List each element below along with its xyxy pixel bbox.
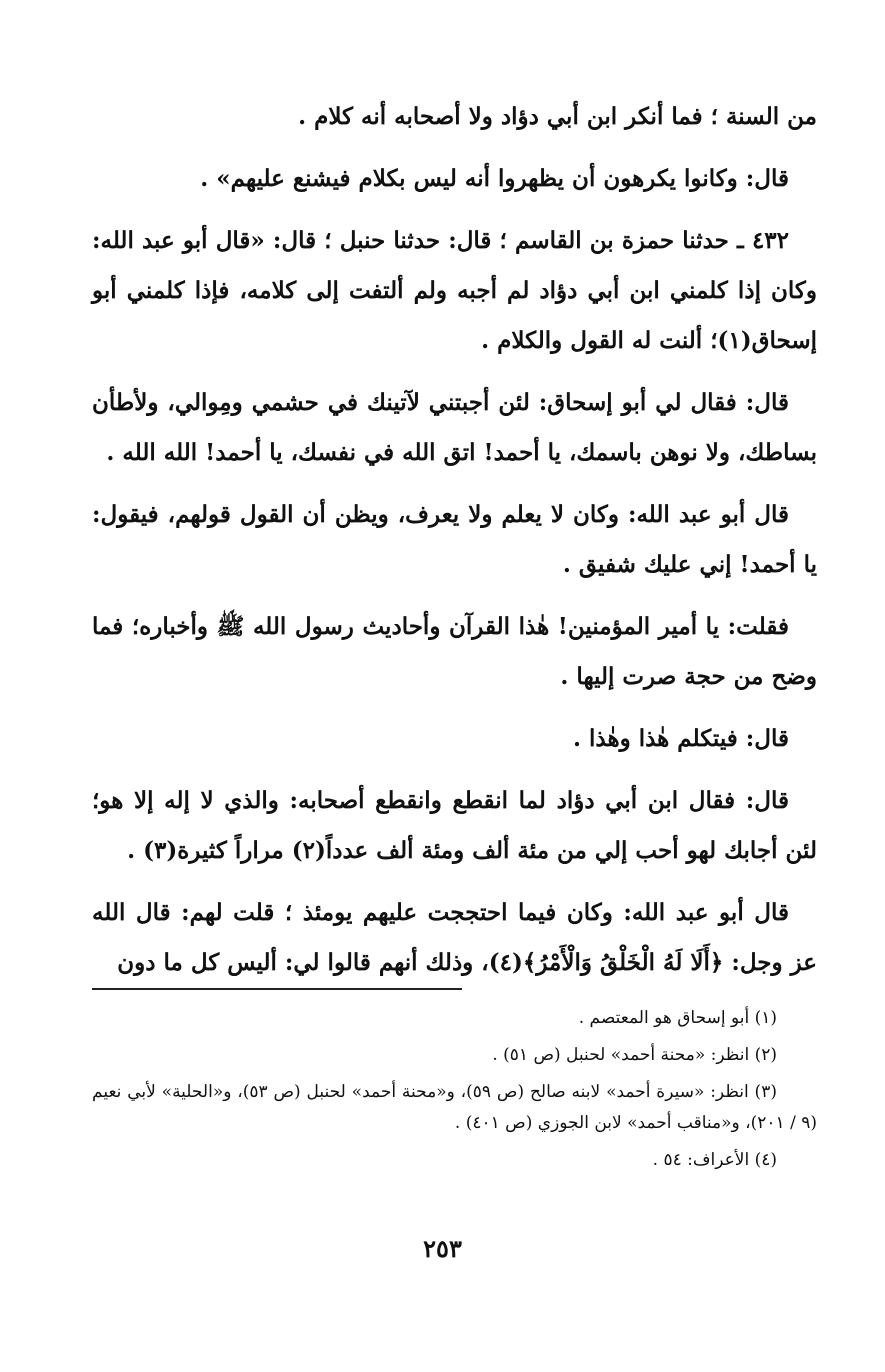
- page-number: ٢٥٣: [423, 1234, 462, 1263]
- paragraph-5: قال أبو عبد الله: وكان لا يعلم ولا يعرف، ويظن أن القول قولهم، فيقول: يا أحمد! إني عليك شفيق .: [92, 501, 817, 578]
- paragraph-8: قال: فقال ابن أبي دؤاد لما انقطع وانقطع أصحابه: والذي لا إله إلا هو؛ لئن أجابك لهو أحب إلي من مئة ألف ومئة ألف عدداً(٢) مراراً كثيرة(٣) .: [92, 787, 817, 864]
- paragraph-1: من السنة ؛ فما أنكر ابن أبي دؤاد ولا أصحابه أنه كلام .: [298, 103, 817, 130]
- footnote-3: (٣) انظر: «سيرة أحمد» لابنه صالح (ص ٥٩)، و«محنة أحمد» لحنبل (ص ٥٣)، و«الحلية» لأبي نعيم (٩ / ٢٠١)، و«مناقب أحمد» لابن الجوزي (ص ٤٠١) .: [92, 1082, 817, 1133]
- paragraph-6: فقلت: يا أمير المؤمنين! هٰذا القرآن وأحاديث رسول الله ﷺ وأخباره؛ فما وضح من حجة صرت إليها .: [92, 613, 817, 690]
- footnote-1: (١) أبو إسحاق هو المعتصم .: [578, 1008, 777, 1028]
- paragraph-9: قال أبو عبد الله: وكان فيما احتججت عليهم يومئذ ؛ قلت لهم: قال الله عز وجل: ﴿أَلَا لَهُ الْخَلْقُ وَالْأَمْرُ﴾(٤)، وذلك أنهم قالوا لي: أليس كل ما دون: [92, 899, 817, 976]
- footnotes: [92, 1003, 817, 1182]
- footnote-divider: [92, 988, 462, 990]
- main-text: [92, 92, 817, 1000]
- paragraph-4: قال: فقال لي أبو إسحاق: لئن أجبتني لآتينك في حشمي ومِوالي، ولأطأن بساطك، ولا نوهن باسمك، يا أحمد! اتق الله في نفسك، يا أحمد! الله الله .: [92, 389, 817, 466]
- paragraph-3-hadith-432: ٤٣٢ ـ حدثنا حمزة بن القاسم ؛ قال: حدثنا حنبل ؛ قال: «قال أبو عبد الله: وكان إذا كلمني ابن أبي دؤاد لم أجبه ولم ألتفت إلى كلامه، فإذا كلمني أبو إسحاق(١)؛ ألنت له القول والكلام .: [92, 227, 817, 354]
- paragraph-2: قال: وكانوا يكرهون أن يظهروا أنه ليس بكلام فيشنع عليهم» .: [200, 165, 789, 192]
- paragraph-7: قال: فيتكلم هٰذا وهٰذا .: [572, 725, 789, 752]
- footnote-4: (٤) الأعراف: ٥٤ .: [652, 1150, 777, 1170]
- footnote-2: (٢) انظر: «محنة أحمد» لحنبل (ص ٥١) .: [492, 1045, 777, 1065]
